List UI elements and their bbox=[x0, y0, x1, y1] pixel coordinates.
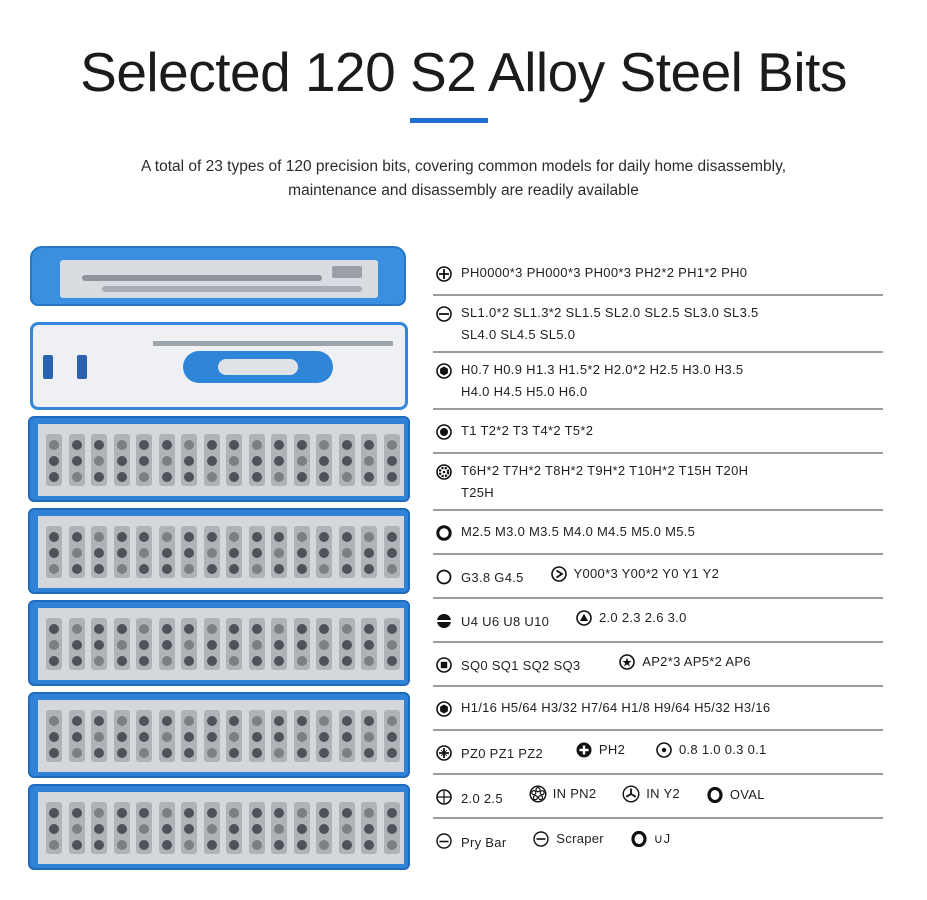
bit-storage-row bbox=[28, 416, 410, 502]
spec-row-phillips bbox=[433, 252, 883, 296]
u-j-icon bbox=[630, 830, 648, 848]
spec-text-3: ∪Ј bbox=[653, 831, 671, 846]
bit-storage-row bbox=[28, 784, 410, 870]
spec-text-2: AP2*3 AP5*2 AP6 bbox=[642, 654, 751, 669]
u-shape-icon bbox=[435, 612, 453, 630]
spec-text-2: Y000*3 Y00*2 Y0 Y1 Y2 bbox=[573, 566, 720, 581]
spec-text-line-2: T25H bbox=[461, 484, 494, 500]
scraper-icon bbox=[532, 830, 550, 848]
case-lid bbox=[30, 246, 406, 306]
spec-row-hex bbox=[433, 353, 883, 410]
spec-text: G3.8 G4.5 bbox=[461, 570, 524, 585]
triangle-icon bbox=[575, 609, 593, 627]
subtitle-line-2: maintenance and disassembly are readily available bbox=[288, 182, 639, 199]
spec-row-ring-triwing bbox=[433, 555, 883, 599]
spec-text-line-1: H0.7 H0.9 H1.3 H1.5*2 H2.0*2 H2.5 H3.0 H3.5 bbox=[461, 361, 744, 377]
square-icon bbox=[435, 656, 453, 674]
spec-row-hex-inch bbox=[433, 687, 883, 731]
pry-bar-icon bbox=[435, 832, 453, 850]
spec-text-2: 2.0 2.3 2.6 3.0 bbox=[598, 610, 687, 625]
spec-text: Pry Bar bbox=[461, 835, 507, 850]
spec-text-2: Scraper bbox=[556, 831, 604, 846]
spec-row-cross-oval bbox=[433, 775, 883, 819]
spec-row-square-pentalobe bbox=[433, 643, 883, 687]
spec-text: PZ0 PZ1 PZ2 bbox=[461, 746, 544, 761]
pozidriv-icon bbox=[435, 744, 453, 762]
oval-icon bbox=[706, 786, 724, 804]
spec-text: T1 T2*2 T3 T4*2 T5*2 bbox=[461, 423, 594, 438]
spec-text: 2.0 2.5 bbox=[461, 790, 503, 806]
bit-storage-row bbox=[28, 692, 410, 778]
socket-icon bbox=[435, 524, 453, 542]
spec-text-2: IN PN2 bbox=[552, 785, 597, 801]
hex-icon bbox=[435, 362, 453, 380]
tri-wing-in-icon bbox=[622, 785, 640, 803]
spec-row-pozidriv bbox=[433, 731, 883, 775]
bit-storage-row bbox=[28, 508, 410, 594]
spec-text-line-1: SL1.0*2 SL1.3*2 SL1.5 SL2.0 SL2.5 SL3.0 SL3.5 bbox=[461, 304, 759, 320]
bit-storage-row bbox=[28, 600, 410, 686]
torx-icon bbox=[435, 423, 453, 441]
pentalobe-in-icon bbox=[529, 785, 547, 803]
slotted-icon bbox=[435, 305, 453, 323]
spec-row-socket bbox=[433, 511, 883, 555]
spec-row-u-triangle bbox=[433, 599, 883, 643]
bit-spec-list bbox=[433, 252, 883, 863]
spec-text: SQ0 SQ1 SQ2 SQ3 bbox=[461, 658, 581, 673]
cross-icon bbox=[435, 788, 453, 806]
spec-text-line-2: H4.0 H4.5 H5.0 H6.0 bbox=[461, 383, 588, 399]
hex-inch-icon bbox=[435, 700, 453, 718]
spec-text-2: PH2 bbox=[598, 742, 626, 757]
page-title: Selected 120 S2 Alloy Steel Bits bbox=[80, 41, 847, 103]
spec-text: PH0000*3 PH000*3 PH00*3 PH2*2 PH1*2 PH0 bbox=[461, 265, 748, 280]
spec-text: U4 U6 U8 U10 bbox=[461, 614, 550, 629]
spec-text-3: IN Y2 bbox=[646, 785, 681, 801]
ring-icon bbox=[435, 568, 453, 586]
spec-text: H1/16 H5/64 H3/32 H7/64 H1/8 H9/64 H5/32 H3/16 bbox=[461, 700, 771, 715]
spec-row-slotted bbox=[433, 296, 883, 353]
phillips-icon bbox=[435, 265, 453, 283]
driver-tray bbox=[30, 322, 408, 410]
bit-case-image bbox=[22, 240, 414, 880]
spec-text-line-1: T6H*2 T7H*2 T8H*2 T9H*2 T10H*2 T15H T20H bbox=[461, 462, 749, 478]
subtitle-line-1: A total of 23 types of 120 precision bits, covering common models for daily home disassembly, bbox=[141, 158, 786, 175]
spec-row-tools bbox=[433, 819, 883, 863]
spec-text-4: OVAL bbox=[729, 786, 765, 802]
spec-text-line-2: SL4.0 SL4.5 SL5.0 bbox=[461, 326, 576, 342]
tri-wing-icon bbox=[550, 565, 568, 583]
spec-text-3: 0.8 1.0 0.3 0.1 bbox=[678, 742, 767, 757]
title-underline bbox=[410, 118, 488, 123]
phillips-bold-icon bbox=[575, 741, 593, 759]
pentalobe-icon bbox=[618, 653, 636, 671]
security-torx-icon bbox=[435, 463, 453, 481]
spec-text: M2.5 M3.0 M3.5 M4.0 M4.5 M5.0 M5.5 bbox=[461, 524, 696, 539]
spec-row-torx bbox=[433, 410, 883, 454]
subtitle bbox=[20, 155, 907, 203]
spec-row-security-torx bbox=[433, 454, 883, 511]
pin-icon bbox=[655, 741, 673, 759]
